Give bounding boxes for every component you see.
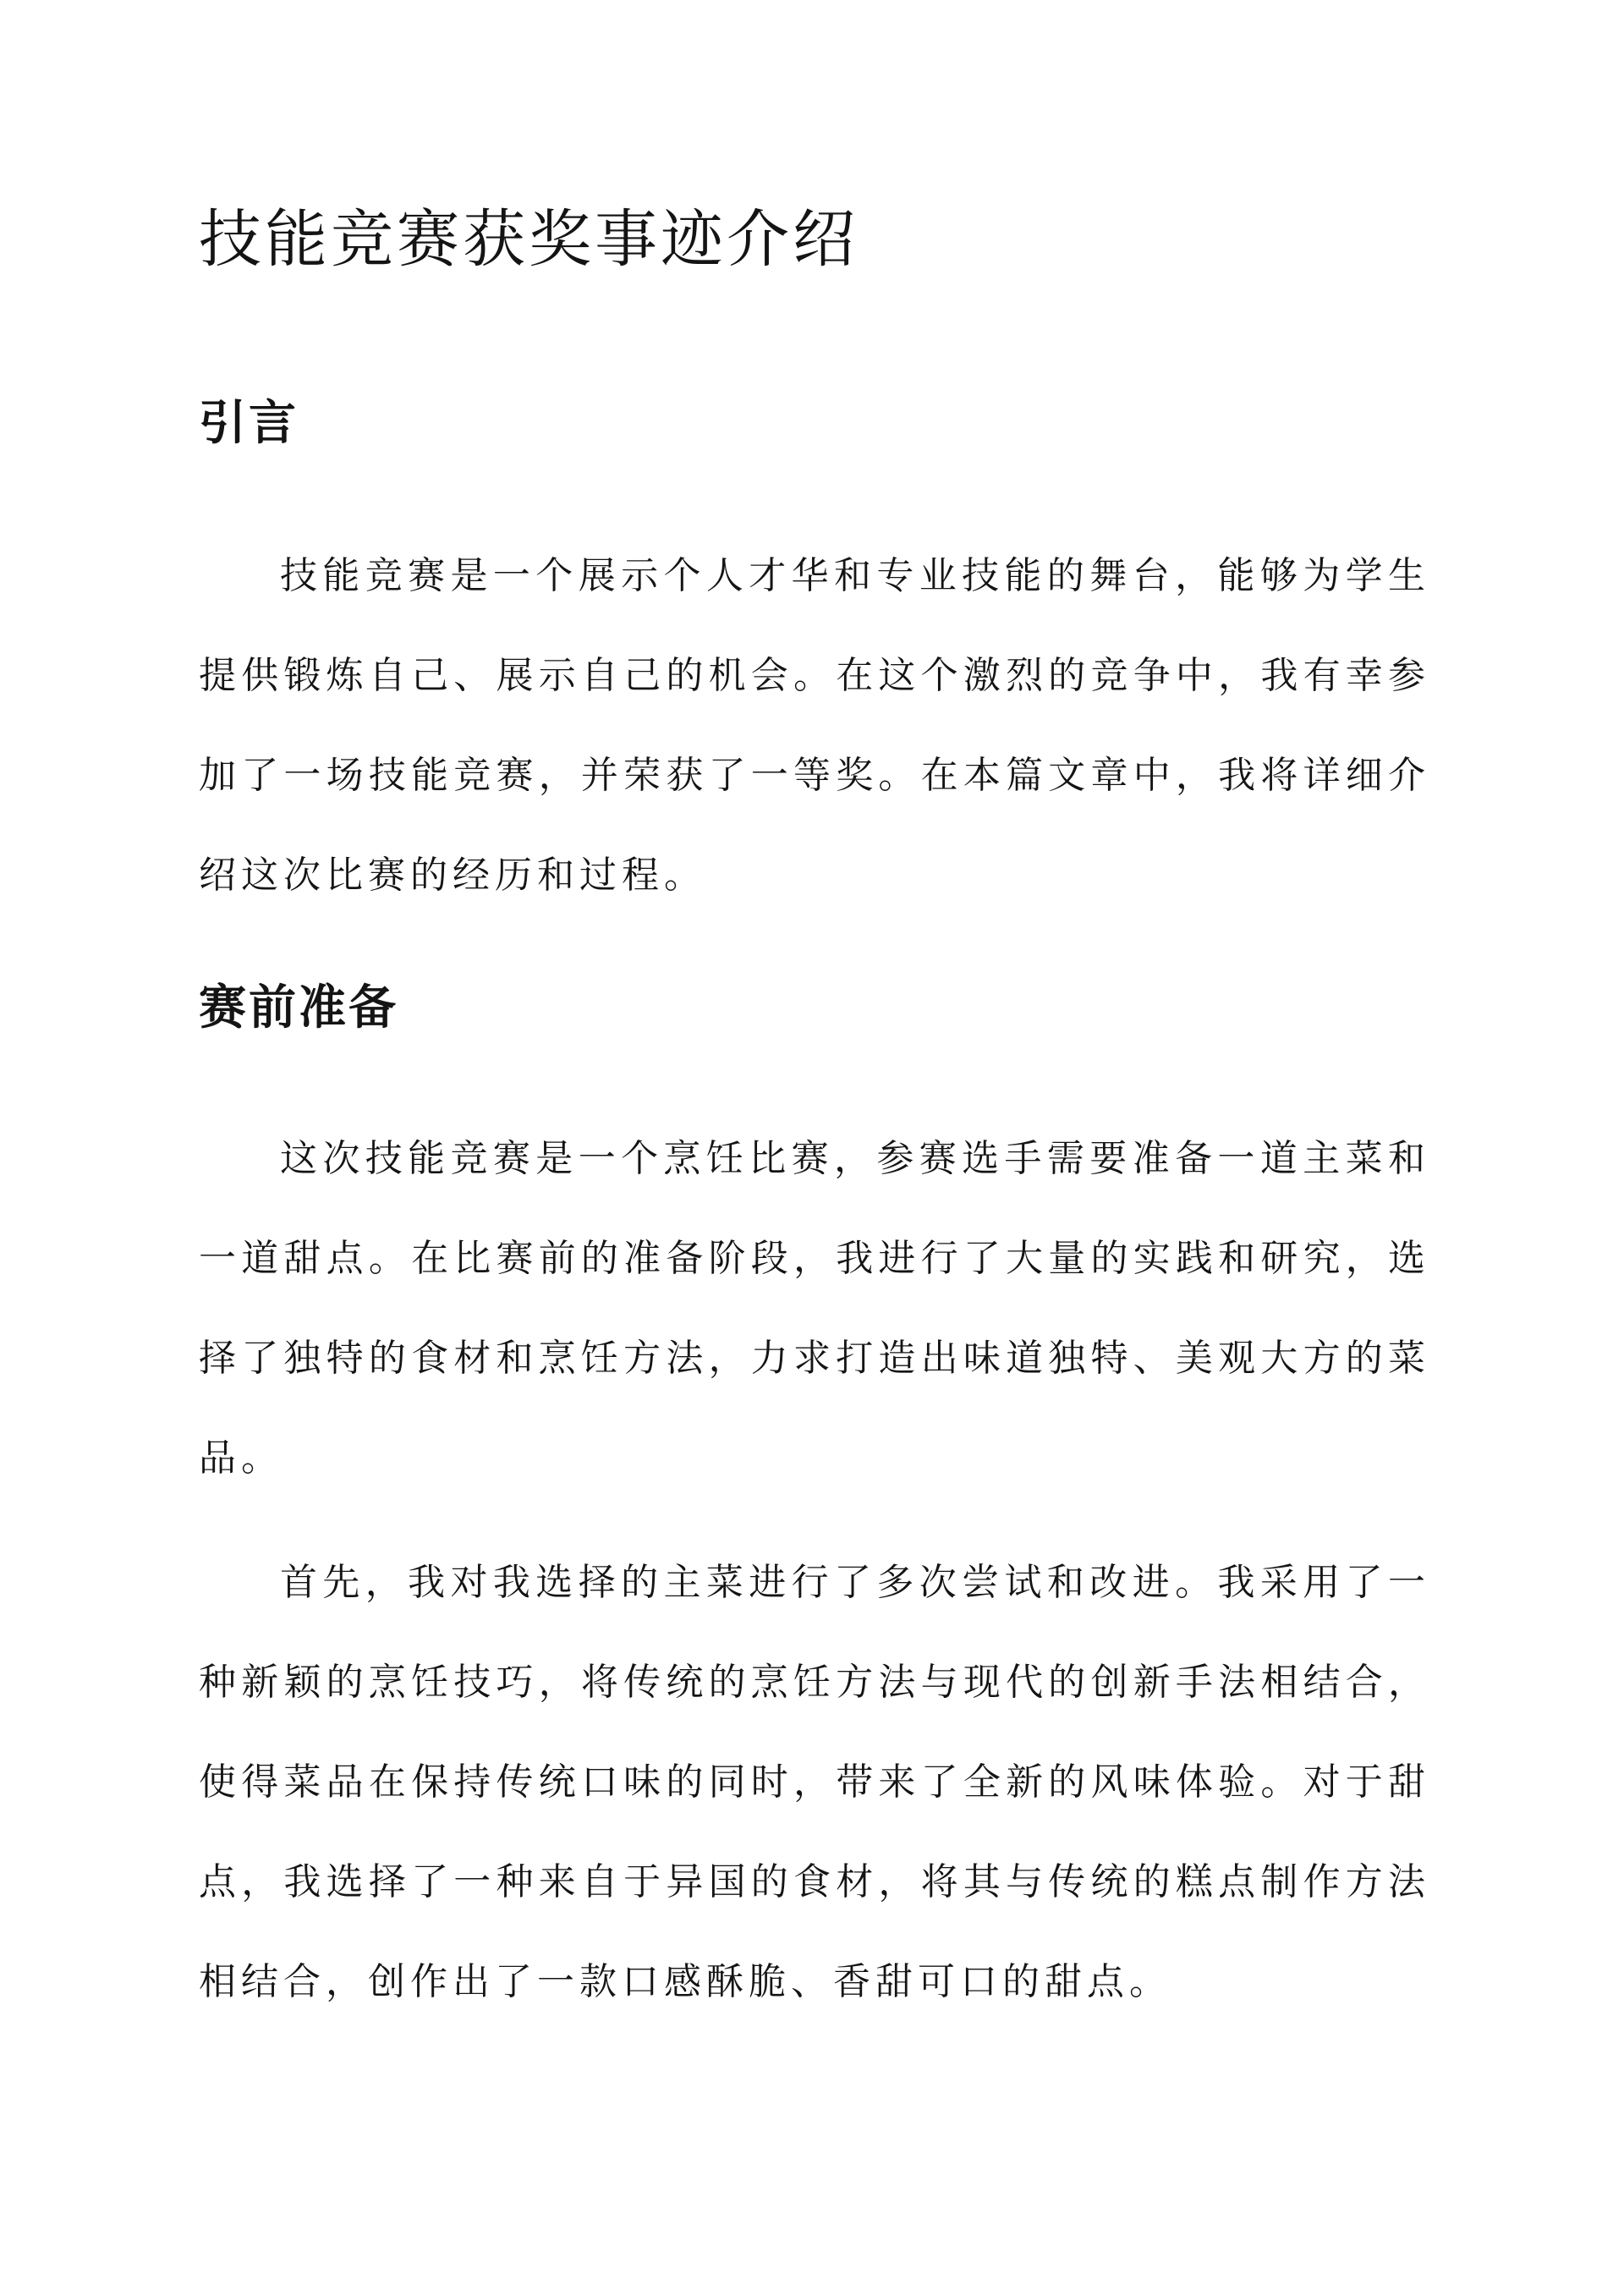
paragraph-line: 绍这次比赛的经历和过程。: [199, 854, 706, 897]
paragraph-line: 一道甜点。在比赛前的准备阶段，我进行了大量的实践和研究，选: [199, 1237, 1425, 1280]
paragraph-line: 使得菜品在保持传统口味的同时，带来了全新的风味体验。对于甜: [199, 1760, 1425, 1804]
paragraph-line: 加了一场技能竞赛，并荣获了一等奖。在本篇文章中，我将详细介: [199, 754, 1425, 797]
document-title: 技能竞赛获奖事迹介绍: [199, 203, 859, 276]
paragraph-line: 这次技能竞赛是一个烹饪比赛，参赛选手需要准备一道主菜和: [280, 1137, 1425, 1180]
paragraph-line: 点，我选择了一种来自于异国的食材，将其与传统的糕点制作方法: [199, 1860, 1425, 1903]
paragraph-line: 提供锻炼自己、展示自己的机会。在这个激烈的竞争中，我有幸参: [199, 654, 1425, 697]
paragraph-line: 种新颖的烹饪技巧，将传统的烹饪方法与现代的创新手法相结合，: [199, 1661, 1425, 1704]
paragraph-line: 相结合，创作出了一款口感酥脆、香甜可口的甜点。: [199, 1960, 1171, 2003]
paragraph-line: 技能竞赛是一个展示个人才华和专业技能的舞台，能够为学生: [280, 554, 1425, 597]
section-heading-preparation: 赛前准备: [199, 980, 398, 1035]
paragraph-preparation-2: [199, 1533, 1425, 2032]
section-heading-introduction: 引言: [199, 395, 299, 451]
paragraph-line: 品。: [199, 1436, 283, 1480]
paragraph-line: 首先，我对我选择的主菜进行了多次尝试和改进。我采用了一: [280, 1561, 1425, 1604]
paragraph-line: 择了独特的食材和烹饪方法，力求打造出味道独特、美观大方的菜: [199, 1337, 1425, 1380]
paragraph-preparation-1: [199, 1109, 1425, 1508]
paragraph-introduction: [199, 526, 1425, 926]
